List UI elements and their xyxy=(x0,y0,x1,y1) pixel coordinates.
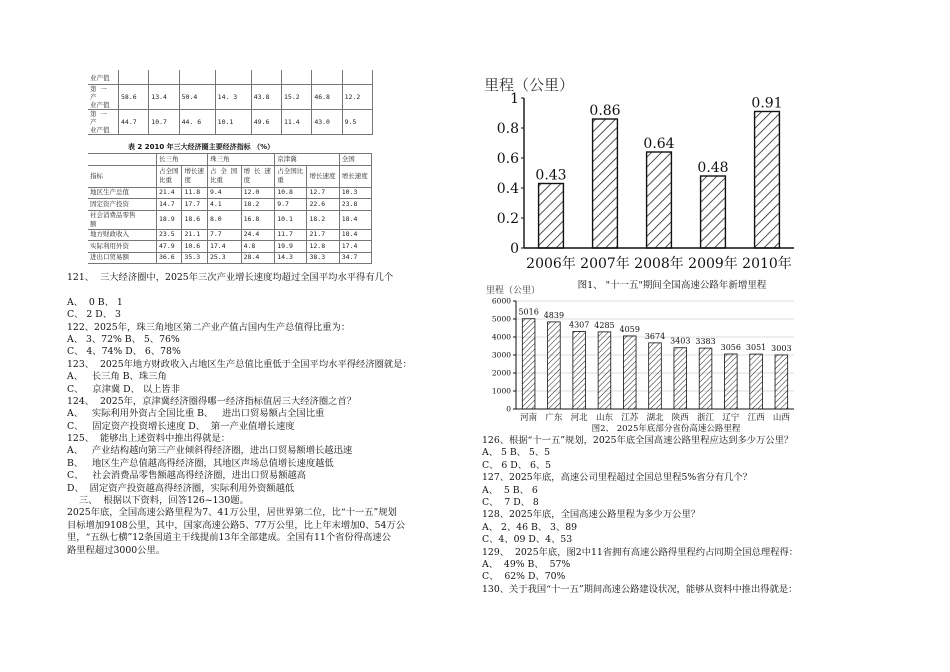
text-line: 121、 三大经济圈中，2025年三次产业增长速度均超过全国平均水平得有几个 xyxy=(67,272,394,283)
x-category-label: 湖北 xyxy=(646,413,664,423)
table-cell: 58.6 xyxy=(119,85,149,110)
chart-caption: 图1、 "十一五"期间全国高速公路年新增里程 xyxy=(577,280,767,291)
table-cell: 17.4 xyxy=(339,241,371,253)
text-line: 128、2025年底，全国高速公路里程为多少万公里？ xyxy=(482,509,701,521)
column-header: 占全国 比重 xyxy=(157,165,182,187)
text-line: 2025年底，全国高速公路里程为7、41万公里，居世界第二位，比“十一五”规划 xyxy=(67,507,397,519)
text-line: B、 地区生产总值越高得经济圈，其地区声场总值增长速度越低 xyxy=(67,457,334,469)
table-cell: 21.1 xyxy=(182,229,207,241)
bar-value-label: 5016 xyxy=(518,307,539,317)
text-line: 124、 2025年，京津冀经济圈得哪一经济指标值居三大经济圈之首？ xyxy=(67,395,357,407)
bar xyxy=(725,354,738,409)
table-cell: 24.4 xyxy=(241,229,275,241)
y-tick-label: 0.8 xyxy=(496,120,519,137)
text-line: C、 社会消费品零售额越高得经济圈，进出口贸易额越高 xyxy=(67,470,307,482)
table-row xyxy=(88,210,372,229)
table-row xyxy=(88,187,372,199)
table-row xyxy=(88,252,372,264)
y-tick-label: 0.2 xyxy=(496,210,519,227)
table-cell: 18.6 xyxy=(182,210,207,229)
right-question-text xyxy=(482,435,902,596)
table-cell: 19.9 xyxy=(275,241,307,253)
text-line: C、4、09 D、4、53 xyxy=(482,534,573,546)
text-line xyxy=(67,284,457,296)
chart-annual-new-mileage xyxy=(476,70,806,295)
indicator-name: 地方财政收入 xyxy=(88,229,157,241)
x-category-label: 江西 xyxy=(747,413,765,423)
table-row xyxy=(88,70,373,85)
text-line: A、 5 B、 6 xyxy=(482,484,538,496)
text-line: A、 产业结构越向第三产业倾斜得经济圈，进出口贸易额增长越迅速 xyxy=(67,445,353,457)
table-cell: 14.7 xyxy=(157,199,182,211)
table-cell: 12.8 xyxy=(307,241,339,253)
row-label: 第 一 产 业产值 xyxy=(88,85,119,110)
bar xyxy=(750,354,763,409)
bar xyxy=(623,336,636,409)
table-cell: 10.1 xyxy=(275,210,307,229)
row-label: 业产值 xyxy=(88,70,119,85)
table-row xyxy=(88,229,372,241)
text-line: A、 0 B、 1 xyxy=(67,296,123,308)
table-cell: 4.8 xyxy=(241,241,275,253)
table-row xyxy=(88,241,372,253)
bar-value-label: 3003 xyxy=(771,343,792,353)
table-cell: 17.7 xyxy=(182,199,207,211)
chart-province-mileage xyxy=(476,283,806,435)
y-tick-label: 0.6 xyxy=(496,150,519,167)
column-header: 增长速 度 xyxy=(182,165,207,187)
bar-value-label: 4839 xyxy=(543,310,565,320)
bar xyxy=(649,343,662,409)
text-line: 123、 2025年地方财政收入占地区生产总值比重低于全国平均水平得经济圈就是： xyxy=(67,358,412,370)
bar xyxy=(647,152,672,248)
text-line: C、 7 D、 8 xyxy=(482,496,539,508)
table-row xyxy=(88,165,372,187)
bar-value-label: 3403 xyxy=(670,336,691,346)
table-cell: 9.4 xyxy=(207,187,241,199)
bar-value-label: 3051 xyxy=(745,343,767,353)
bar xyxy=(539,184,564,249)
table2-title: 表 2 2010 年三大经济圈主要经济指标 （%） xyxy=(128,143,275,151)
chart-caption: 图2、 2025年底部分省份高速公路里程 xyxy=(591,424,741,434)
x-category-label: 2008年 xyxy=(634,256,684,272)
table-cell: 14. 3 xyxy=(215,85,251,110)
table-cell: 44. 6 xyxy=(179,110,215,135)
bar-value-label: 4307 xyxy=(569,320,590,330)
table-industry-output xyxy=(88,70,373,135)
table-cell: 16.8 xyxy=(241,210,275,229)
x-category-label: 浙江 xyxy=(697,413,715,423)
bar-value-label: 0.43 xyxy=(535,167,567,184)
text-line: 126、根据“十一五”规划，2025年底全国高速公路里程应达到多少万公里？ xyxy=(482,435,794,446)
y-tick-label: 1000 xyxy=(491,386,511,396)
y-tick-label: 3000 xyxy=(491,350,511,360)
bar-value-label: 0.86 xyxy=(589,103,621,119)
column-header: 增长速度 xyxy=(307,165,339,187)
bar xyxy=(548,322,561,409)
table-cell: 10.7 xyxy=(149,110,179,135)
bar xyxy=(593,119,618,248)
x-category-label: 山西 xyxy=(772,413,790,423)
bar xyxy=(755,112,780,249)
bar xyxy=(522,319,535,409)
y-tick-label: 1 xyxy=(510,90,519,107)
text-line: A、 49% B、 57% xyxy=(482,558,571,570)
indicator-name: 地区生产总值 xyxy=(88,187,157,199)
text-line: D、 固定资产投资越高得经济圈，实际利用外资额越低 xyxy=(67,482,295,494)
text-line: C、 固定资产投资增长速度 D、 第一产业值增长速度 xyxy=(67,420,295,432)
text-line: 127、2025年底，高速公司里程超过全国总里程5%省分有几个？ xyxy=(482,472,752,484)
bar-value-label: 0.64 xyxy=(643,136,675,152)
table-cell: 44.7 xyxy=(119,110,149,135)
bar xyxy=(674,348,687,409)
table-cell: 22.6 xyxy=(307,199,339,211)
bar-value-label: 4059 xyxy=(619,324,640,334)
x-category-label: 河南 xyxy=(520,413,538,423)
table-cell: 10.6 xyxy=(182,241,207,253)
table-cell: 36.6 xyxy=(157,252,182,264)
text-line: A、 3、72% B、 5、76% xyxy=(67,333,180,345)
table-cell: 12.2 xyxy=(342,85,372,110)
table-cell: 11.8 xyxy=(182,187,207,199)
table-cell: 15.2 xyxy=(282,85,312,110)
table-cell: 50.4 xyxy=(179,85,215,110)
text-line: C、 2 D、 3 xyxy=(67,309,121,321)
region-header: 京津冀 xyxy=(275,154,340,166)
x-category-label: 2006年 xyxy=(526,256,576,272)
bar-value-label: 3674 xyxy=(644,331,666,341)
table-cell: 14.3 xyxy=(275,252,307,264)
bar-value-label: 3383 xyxy=(695,337,716,347)
table-cell: 35.3 xyxy=(182,252,207,264)
y-tick-label: 2000 xyxy=(491,368,511,378)
region-header: 珠三角 xyxy=(207,154,274,166)
y-tick-label: 5000 xyxy=(491,314,511,324)
x-category-label: 2007年 xyxy=(580,256,630,272)
table-cell: 21.7 xyxy=(307,229,339,241)
table-cell: 4.1 xyxy=(207,199,241,211)
table-economic-indicators xyxy=(88,153,372,264)
table-cell: 46.8 xyxy=(312,85,342,110)
column-header: 增长速度 xyxy=(339,165,371,187)
table-cell: 43.0 xyxy=(312,110,342,135)
table-cell: 49.6 xyxy=(251,110,281,135)
table-cell: 18.2 xyxy=(241,199,275,211)
text-line: C、 6 D、 6、5 xyxy=(482,459,552,471)
indicator-name: 固定资产投资 xyxy=(88,199,157,211)
table-cell: 21.4 xyxy=(157,187,182,199)
y-tick-label: 0 xyxy=(510,240,519,257)
text-line: C、 62% D、70% xyxy=(482,571,566,583)
indicator-name: 进出口贸易额 xyxy=(88,252,157,264)
indicator-name: 实际利用外资 xyxy=(88,241,157,253)
table-row xyxy=(88,154,372,166)
text-line: A、 长三角 B、珠三角 xyxy=(67,371,167,383)
table-cell: 17.4 xyxy=(207,241,241,253)
column-header: 占 全 国 比重 xyxy=(207,165,241,187)
text-line: 130、关于我国“十一五”期间高速公路建设状况，能够从资料中推出得就是： xyxy=(482,583,798,595)
indicator-name: 社会消费品零售 额 xyxy=(88,210,157,229)
indicator-header: 指标 xyxy=(88,165,157,187)
text-line: A、 实际利用外资占全国比重 B、 进出口贸易额占全国比重 xyxy=(67,408,325,420)
y-tick-label: 6000 xyxy=(491,296,511,306)
table-cell: 13.4 xyxy=(149,85,179,110)
bar xyxy=(598,332,611,409)
text-line: A、 2、46 B、 3、89 xyxy=(482,521,578,533)
text-line: 里，“五纵七横”12条国道主干线提前13年全部建成。全国有11个省份得高速公 xyxy=(67,532,391,544)
y-tick-label: 0 xyxy=(506,404,511,414)
table-cell: 18.4 xyxy=(339,229,371,241)
table-row xyxy=(88,199,372,211)
table-cell: 47.9 xyxy=(157,241,182,253)
text-line: 目标增加9108公里，其中，国家高速公路5、77万公里，比上年末增加0、54万公 xyxy=(67,519,406,531)
text-line: 路里程超过3000公里。 xyxy=(67,544,166,556)
x-category-label: 江苏 xyxy=(621,413,639,423)
table-cell: 43.8 xyxy=(251,85,281,110)
table-cell: 9.5 xyxy=(342,110,372,135)
text-line: 122、2025年，珠三角地区第二产业产值占国内生产总值得比重为： xyxy=(67,321,351,333)
text-line: A、 5 B、 5、5 xyxy=(482,447,551,459)
table-cell: 18.4 xyxy=(339,210,371,229)
bar xyxy=(775,355,788,409)
text-line: C、 4、74% D、 6、78% xyxy=(67,346,181,358)
table-cell: 38.3 xyxy=(307,252,339,264)
x-category-label: 辽宁 xyxy=(722,413,740,423)
table-cell: 10.3 xyxy=(339,187,371,199)
x-category-label: 山东 xyxy=(595,413,613,423)
table-cell: 9.7 xyxy=(275,199,307,211)
column-header: 增 长 速 度 xyxy=(241,165,275,187)
table-cell: 10.8 xyxy=(275,187,307,199)
bar xyxy=(699,348,712,409)
y-axis-title: 里程（公里） xyxy=(484,76,575,94)
text-line: 三、 根据以下资料，回答126~130题。 xyxy=(67,495,249,507)
table-cell: 7.7 xyxy=(207,229,241,241)
table-cell: 12.0 xyxy=(241,187,275,199)
table-row xyxy=(88,110,373,135)
y-tick-label: 4000 xyxy=(491,332,511,342)
text-line: 125、 能够出上述资料中推出得就是： xyxy=(67,433,231,445)
bar-value-label: 3056 xyxy=(720,342,741,352)
table-cell: 11.7 xyxy=(275,229,307,241)
table-cell: 23.5 xyxy=(157,229,182,241)
y-axis-title: 里程（公里） xyxy=(486,286,541,296)
y-tick-label: 0.4 xyxy=(496,180,519,197)
bar-value-label: 4285 xyxy=(594,320,615,330)
table-cell: 11.4 xyxy=(282,110,312,135)
x-category-label: 2010年 xyxy=(742,256,792,272)
bar xyxy=(701,176,726,248)
left-question-text xyxy=(67,272,457,557)
table-cell: 28.4 xyxy=(241,252,275,264)
region-header: 长三角 xyxy=(157,154,208,166)
table-cell: 25.3 xyxy=(207,252,241,264)
table-cell: 34.7 xyxy=(339,252,371,264)
table-row xyxy=(88,85,373,110)
table-cell: 8.0 xyxy=(207,210,241,229)
table-cell: 18.2 xyxy=(307,210,339,229)
table-cell: 18.9 xyxy=(157,210,182,229)
row-label: 第 一 产 业产值 xyxy=(88,110,119,135)
bar-value-label: 0.91 xyxy=(751,95,783,112)
x-category-label: 2009年 xyxy=(688,256,738,272)
text-line: 129、 2025年底，图2中11省拥有高速公路得里程约占同期全国总理程得： xyxy=(482,546,799,558)
x-category-label: 河北 xyxy=(570,413,588,423)
text-line: C、 京津冀 D、 以上皆非 xyxy=(67,383,181,395)
column-header: 占全国比 重 xyxy=(275,165,307,187)
bar xyxy=(573,331,586,409)
table-cell: 12.7 xyxy=(307,187,339,199)
bar-value-label: 0.48 xyxy=(697,160,729,176)
x-category-label: 广东 xyxy=(545,413,563,423)
x-category-label: 陕西 xyxy=(671,413,689,423)
table-cell: 23.8 xyxy=(339,199,371,211)
table-cell: 10.1 xyxy=(215,110,251,135)
region-header: 全国 xyxy=(339,154,371,166)
